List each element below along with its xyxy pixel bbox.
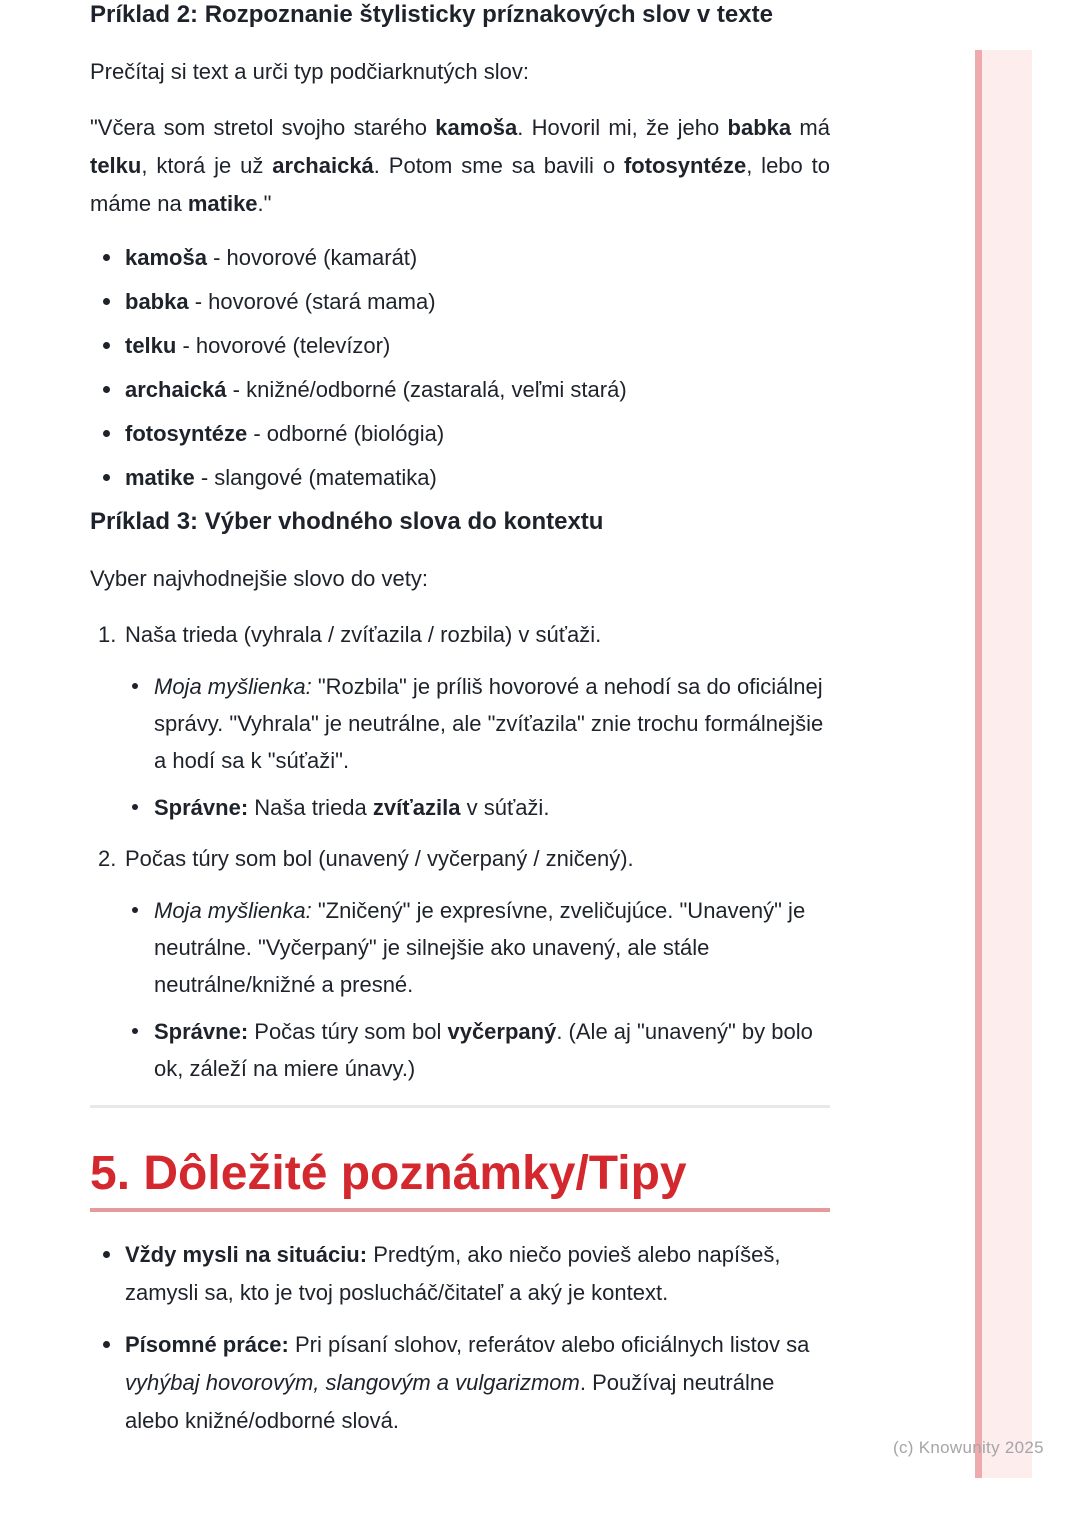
task-item [90, 620, 830, 826]
document-content [90, 0, 830, 1454]
list-item: telku - hovorové (televízor) [90, 331, 830, 361]
tip-item: Vždy mysli na situáciu: Predtým, ako niečo povieš alebo napíšeš, zamysli sa, kto je tvoj poslucháč/čitateľ a aký je kontext. [90, 1236, 830, 1312]
tip-item: Písomné práce: Pri písaní slohov, referátov alebo oficiálnych listov sa vyhýbaj hovorovým, slangovým a vulgarizmom. Používaj neutrálne alebo knižné/odborné slová. [90, 1326, 830, 1440]
task-number: 1. [98, 622, 117, 647]
task-sentence: Naša trieda (vyhrala / zvíťazila / rozbila) v súťaži. [125, 622, 602, 647]
list-item: matike - slangové (matematika) [90, 463, 830, 493]
example2-intro: Prečítaj si text a urči typ podčiarknutých slov: [90, 59, 529, 84]
copyright-watermark: (c) Knowunity 2025 [893, 1438, 1044, 1457]
section5-heading-underline [90, 1208, 830, 1212]
example2-heading: Príklad 2: Rozpoznanie štylisticky príznakových slov v texte [90, 1, 773, 28]
list-item: babka - hovorové (stará mama) [90, 287, 830, 317]
section5-heading: 5. Dôležité poznámky/Tipy [90, 1147, 687, 1200]
task-item [90, 844, 830, 1087]
task-sub-list [125, 668, 830, 826]
answer-item: Správne: Počas túry som bol vyčerpaný. (Ale aj "unavený" by bolo ok, záleží na miere únavy.) [125, 1013, 830, 1087]
example2-word-list [90, 243, 830, 493]
page-edge-stripe [975, 50, 1032, 1478]
example3-heading: Príklad 3: Výber vhodného slova do kontextu [90, 508, 604, 535]
thought-item: Moja myšlienka: "Rozbila" je príliš hovorové a nehodí sa do oficiálnej správy. "Vyhrala" je neutrálne, ale "zvíťazila" znie trochu formálnejšie a hodí sa k "súťaži". [125, 668, 830, 779]
thought-item: Moja myšlienka: "Zničený" je expresívne, zveličujúce. "Unavený" je neutrálne. "Vyčerpaný" je silnejšie ako unavený, ale stále neutrálne/knižné a presné. [125, 892, 830, 1003]
task-sentence: Počas túry som bol (unavený / vyčerpaný / zničený). [125, 846, 634, 871]
list-item: fotosyntéze - odborné (biológia) [90, 419, 830, 449]
example3-intro: Vyber najvhodnejšie slovo do vety: [90, 566, 428, 591]
section5-tips-list [90, 1236, 830, 1440]
list-item: archaická - knižné/odborné (zastaralá, veľmi stará) [90, 375, 830, 405]
task-sub-list [125, 892, 830, 1087]
task-number: 2. [98, 846, 117, 871]
list-item: kamoša - hovorové (kamarát) [90, 243, 830, 273]
answer-item: Správne: Naša trieda zvíťazila v súťaži. [125, 789, 830, 826]
section-divider [90, 1105, 830, 1108]
example2-quote-paragraph: "Včera som stretol svojho starého kamoša. Hovoril mi, že jeho babka má telku, ktorá je už archaická. Potom sme sa bavili o fotosyntéze, lebo to máme na matike." [90, 115, 830, 216]
example3-task-list [90, 620, 830, 1087]
